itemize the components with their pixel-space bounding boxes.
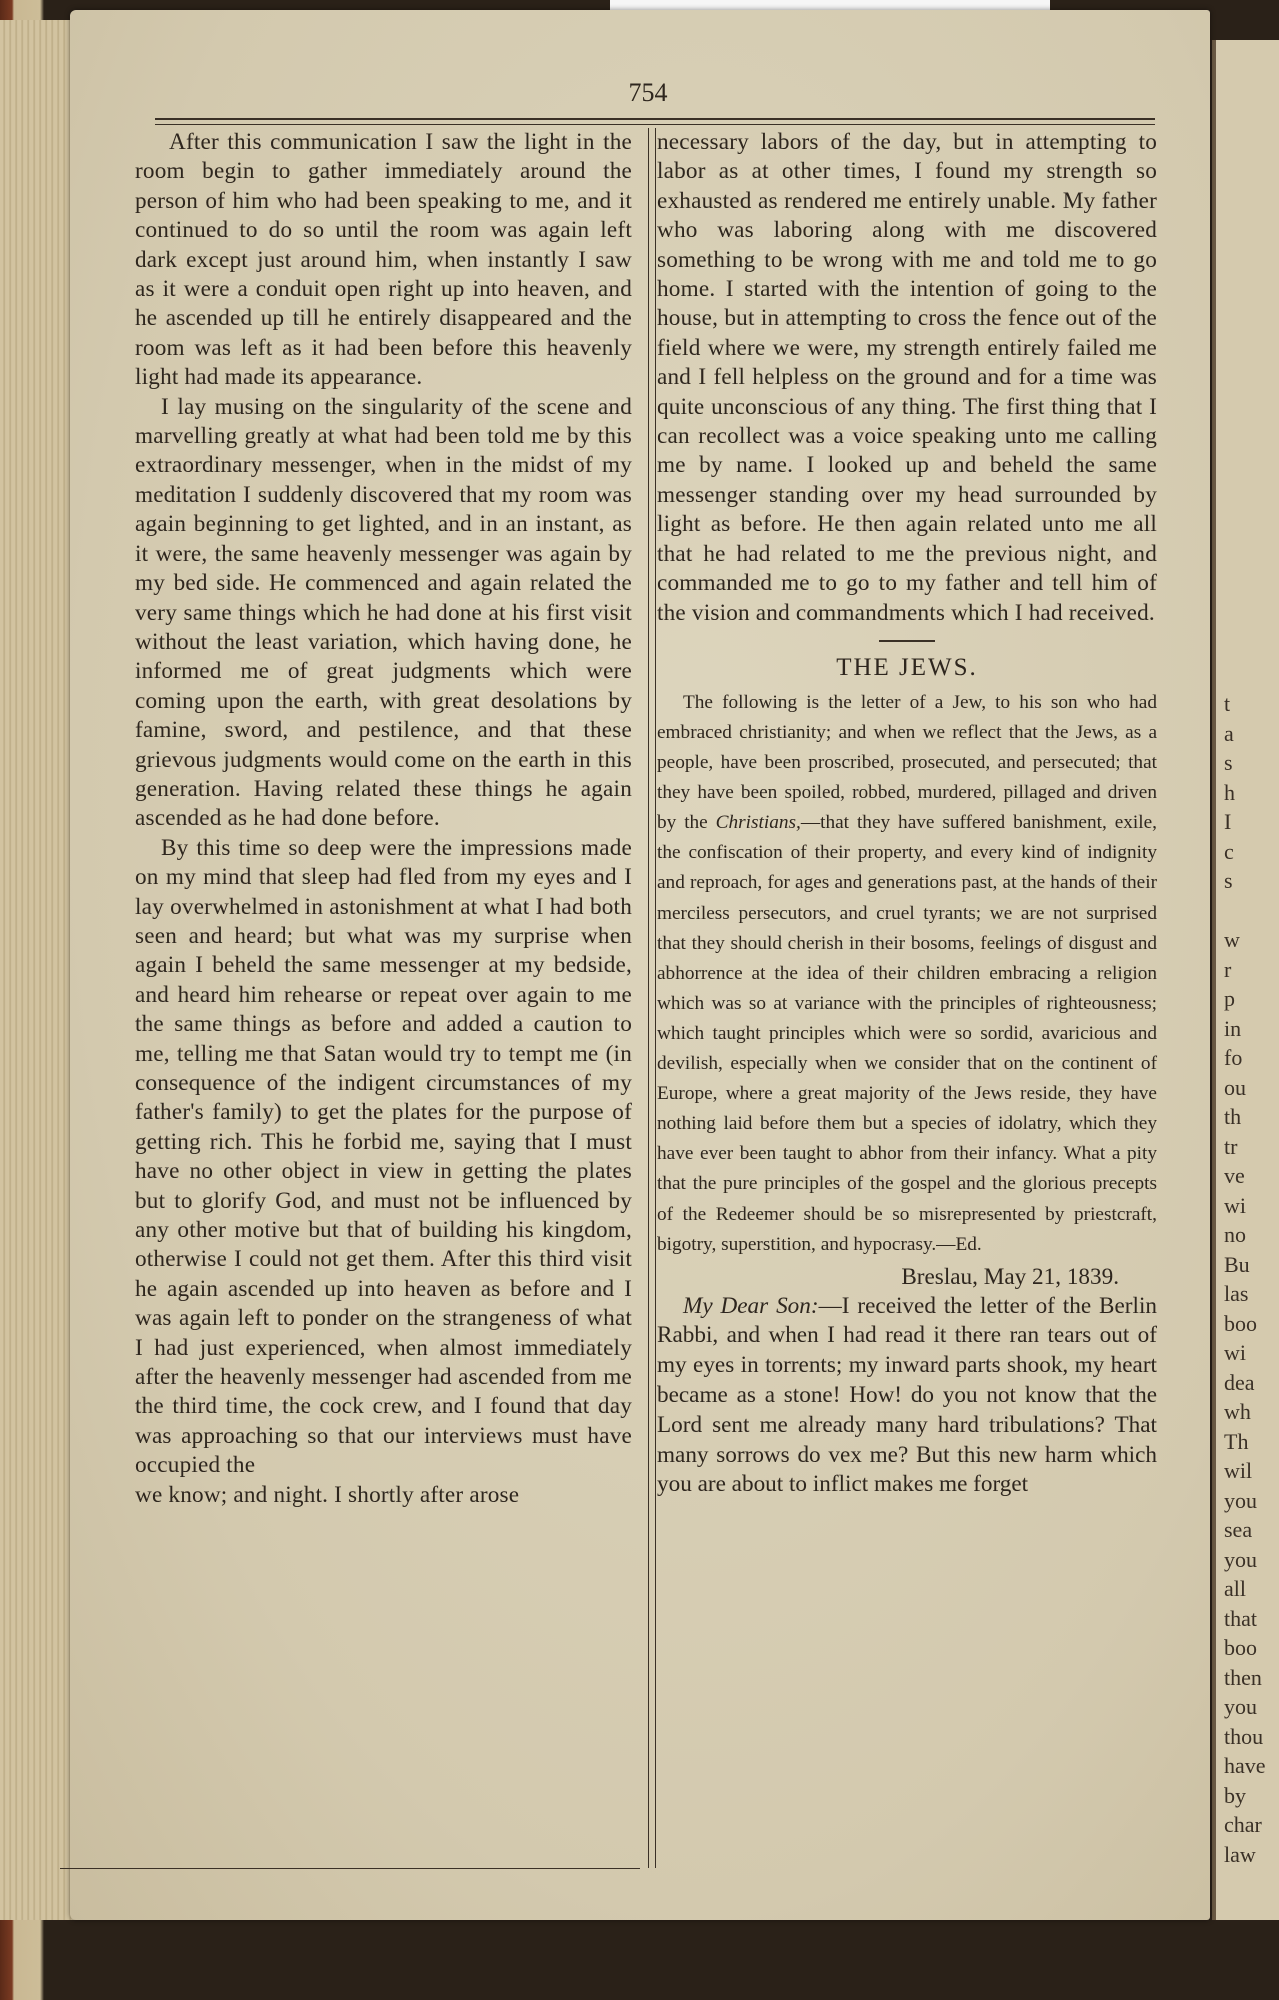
left-column — [135, 128, 632, 1510]
facing-page-fragment: h — [1224, 779, 1235, 805]
facing-page-fragment: in — [1224, 1015, 1242, 1041]
letter-body — [657, 1292, 1157, 1501]
facing-page-fragment — [1216, 601, 1279, 631]
letter-salutation: My Dear Son: — [683, 1292, 819, 1319]
facing-page-fragment: p — [1224, 986, 1235, 1011]
facing-page-fragment: thou — [1224, 1723, 1264, 1749]
facing-page — [1212, 40, 1279, 1920]
letter-dateline: Breslau, May 21, 1839. — [901, 1263, 1119, 1290]
facing-page-fragment: by — [1224, 1782, 1246, 1808]
facing-page-fragment: that — [1224, 1605, 1257, 1631]
facing-page-fragment: wi — [1224, 1192, 1246, 1218]
facing-page-fragment: tr — [1224, 1133, 1238, 1159]
facing-page-fragment — [1216, 247, 1279, 277]
facing-page-fragment: r — [1224, 956, 1232, 982]
facing-page-fragment: s — [1224, 868, 1233, 893]
section-separator — [879, 640, 935, 642]
facing-page-fragment: law — [1224, 1841, 1256, 1867]
facing-page-fragment — [1216, 394, 1279, 424]
column-divider — [648, 128, 656, 1868]
facing-page-fragment: ou — [1224, 1074, 1246, 1100]
facing-page-fragment — [1216, 276, 1279, 306]
facing-page-fragment — [1216, 660, 1279, 690]
facing-page-text — [1216, 40, 1279, 1869]
facing-page-fragment: c — [1224, 838, 1234, 864]
facing-page-fragment: sea — [1224, 1517, 1253, 1542]
facing-page-fragment — [1216, 99, 1279, 129]
facing-page-fragment: you — [1224, 1546, 1257, 1572]
facing-page-fragment: t — [1224, 691, 1231, 716]
editorial-intro — [657, 688, 1157, 1260]
letter-text: —I received the letter of the Berlin Rabbi, and when I had read it there ran tears out of my eyes in torrents; my inward parts shook, my heart became as a stone! How! do you not know that the Lord sent me already many hard tribulations? That many sorrows do vex me? But this new harm which you are about to inflict makes me forget — [657, 1292, 1157, 1498]
facing-page-fragment: las — [1224, 1281, 1249, 1306]
facing-page-fragment: w — [1224, 927, 1240, 952]
facing-page-fragment: s — [1224, 750, 1233, 775]
facing-page-fragment — [1216, 70, 1279, 100]
facing-page-fragment: fo — [1224, 1045, 1243, 1070]
facing-page-fragment — [1216, 512, 1279, 542]
facing-page-fragment: Th — [1224, 1428, 1249, 1454]
facing-page-fragment: boo — [1224, 1310, 1257, 1336]
facing-page-fragment: a — [1224, 720, 1234, 746]
paragraph-last-line: we know; and night. I shortly after arose — [135, 1481, 520, 1508]
facing-page-fragment: I — [1224, 809, 1232, 834]
facing-page-fragment — [1216, 571, 1279, 601]
paragraph: By this time so deep were the impressions made on my mind that sleep had fled from my eyes and I lay overwhelmed in astonishment at what I had both seen and heard; but what was my surprise when again I beheld the same messenger at my bedside, and heard him rehearse or repeat over again to me the same things as before and added a caution to me, telling me that Satan would try to tempt me (in consequence of the indigent circumstances of my father's family) to get the plates for the purpose of getting rich. This he forbid me, saying that I must have no other object in view in getting the plates but to glorify God, and must not be influenced by any other motive but that of building his kingdom, otherwise I could not get them. After this third visit he again ascended up into heaven as before and I was again left to ponder on the strangeness of what I had just experienced, when almost immediately after the heavenly messenger had ascended from me the third time, the cock crew, and I found that day was approaching so that our interviews must have occupied the — [135, 834, 632, 1479]
facing-page-fragment: th — [1224, 1104, 1242, 1129]
facing-page-fragment: then — [1224, 1664, 1262, 1690]
facing-page-fragment: you — [1224, 1487, 1257, 1513]
paragraph: I lay musing on the singularity of the scene and marvelling greatly at what had been told me by this extraordinary messenger, when in the midst of my meditation I suddenly discovered that my room was again beginning to get lighted, and in an instant, as it were, the same heavenly messenger was again by my bed side. He commenced and again related the very same things which he had done at his first visit without the least variation, which having done, he informed me of great judgments which were coming upon the earth, with great desolations by famine, sword, and pestilence, and that these grievous judgments would come on the earth in this generation. Having related these things he again ascended as he had done before. — [135, 393, 632, 832]
facing-page-fragment — [1216, 483, 1279, 513]
facing-page-fragment: you — [1224, 1694, 1257, 1719]
intro-emphasis: Christians, — [715, 812, 801, 834]
facing-page-fragment: boo — [1224, 1635, 1257, 1660]
facing-page-fragment: wil — [1224, 1458, 1253, 1483]
facing-page-fragment: wi — [1224, 1340, 1246, 1365]
facing-page-fragment: all — [1224, 1576, 1246, 1601]
intro-text: The following is the letter of a Jew, to his son who had embraced christianity; and when we reflect that the Jews, as a people, have been proscribed, prosecuted, and persecuted; that they have been spoiled, robbed, murdered, pillaged and driven by the — [657, 691, 1157, 834]
facing-page-fragment — [1216, 188, 1279, 218]
intro-text: —that they have suffered banishment, exile, the confiscation of their property, and every kind of indignity and reproach, for ages and generations past, at the hands of their merciless persecutors, and cruel tyrants; we are not surprised that they should cherish in their bosoms, feelings of disgust and abhorrence at the idea of their children embracing a religion which was so at variance with the principles of righteousness; which taught principles which were so sordid, avaricious and devilish, especially when we consider that on the continent of Europe, where a great majority of the Jews reside, they have nothing laid before them but a species of idolatry, which they have ever been taught to abhor from their infancy. What a pity that the pure principles of the gospel and the glorious precepts of the Redeemer should be so misrepresented by priestcraft, bigotry, superstition, and hypocrasy.—Ed. — [657, 812, 1157, 1255]
facing-page-fragment — [1216, 630, 1279, 660]
article-heading: THE JEWS. — [836, 653, 978, 681]
facing-page-fragment — [1216, 217, 1279, 247]
header-rule — [155, 118, 1155, 125]
paragraph: After this communication I saw the light in the room begin to gather immediately around the person of him who had been speaking to me, and it continued to do so until the room was again left dark except just around him, when instantly I saw as it were a conduit open right up into heaven, and he ascended up till he entirely disappeared and the room was left as it had been before this heavenly light had made its appearance. — [135, 129, 632, 391]
facing-page-fragment: have — [1224, 1753, 1266, 1778]
facing-page-fragment — [1216, 306, 1279, 336]
page-number: 754 — [628, 78, 668, 107]
footer-rule — [60, 1868, 640, 1869]
facing-page-fragment: wh — [1224, 1399, 1251, 1424]
facing-page-fragment — [1216, 542, 1279, 572]
facing-page-fragment — [1216, 453, 1279, 483]
facing-page-fragment: dea — [1224, 1369, 1255, 1395]
facing-page-fragment: Bu — [1224, 1251, 1250, 1277]
facing-page-fragment — [1216, 365, 1279, 395]
facing-page-fragment — [1216, 158, 1279, 188]
right-column — [657, 128, 1157, 1500]
facing-page-fragment — [1216, 896, 1279, 926]
facing-page-fragment — [1216, 129, 1279, 159]
facing-page-fragment — [1216, 335, 1279, 365]
facing-page-fragment — [1216, 40, 1279, 70]
facing-page-fragment: no — [1224, 1222, 1246, 1247]
facing-page-fragment — [1216, 424, 1279, 454]
paragraph: necessary labors of the day, but in attempting to labor as at other times, I found my strength so exhausted as rendered me entirely unable. My father who was laboring along with me discovered something to be wrong with me and told me to go home. I started with the intention of going to the house, but in attempting to cross the fence out of the field where we were, my strength entirely failed me and I fell helpless on the ground and for a time was quite unconscious of any thing. The first thing that I can recollect was a voice speaking unto me calling me by name. I looked up and beheld the same messenger standing over my head surrounded by light as before. He then again related unto me all that he had related to me the previous night, and commanded me to go to my father and tell him of the vision and commandments which I had received. — [657, 129, 1157, 626]
facing-page-fragment: ve — [1224, 1163, 1245, 1188]
facing-page-fragment: char — [1224, 1812, 1262, 1837]
